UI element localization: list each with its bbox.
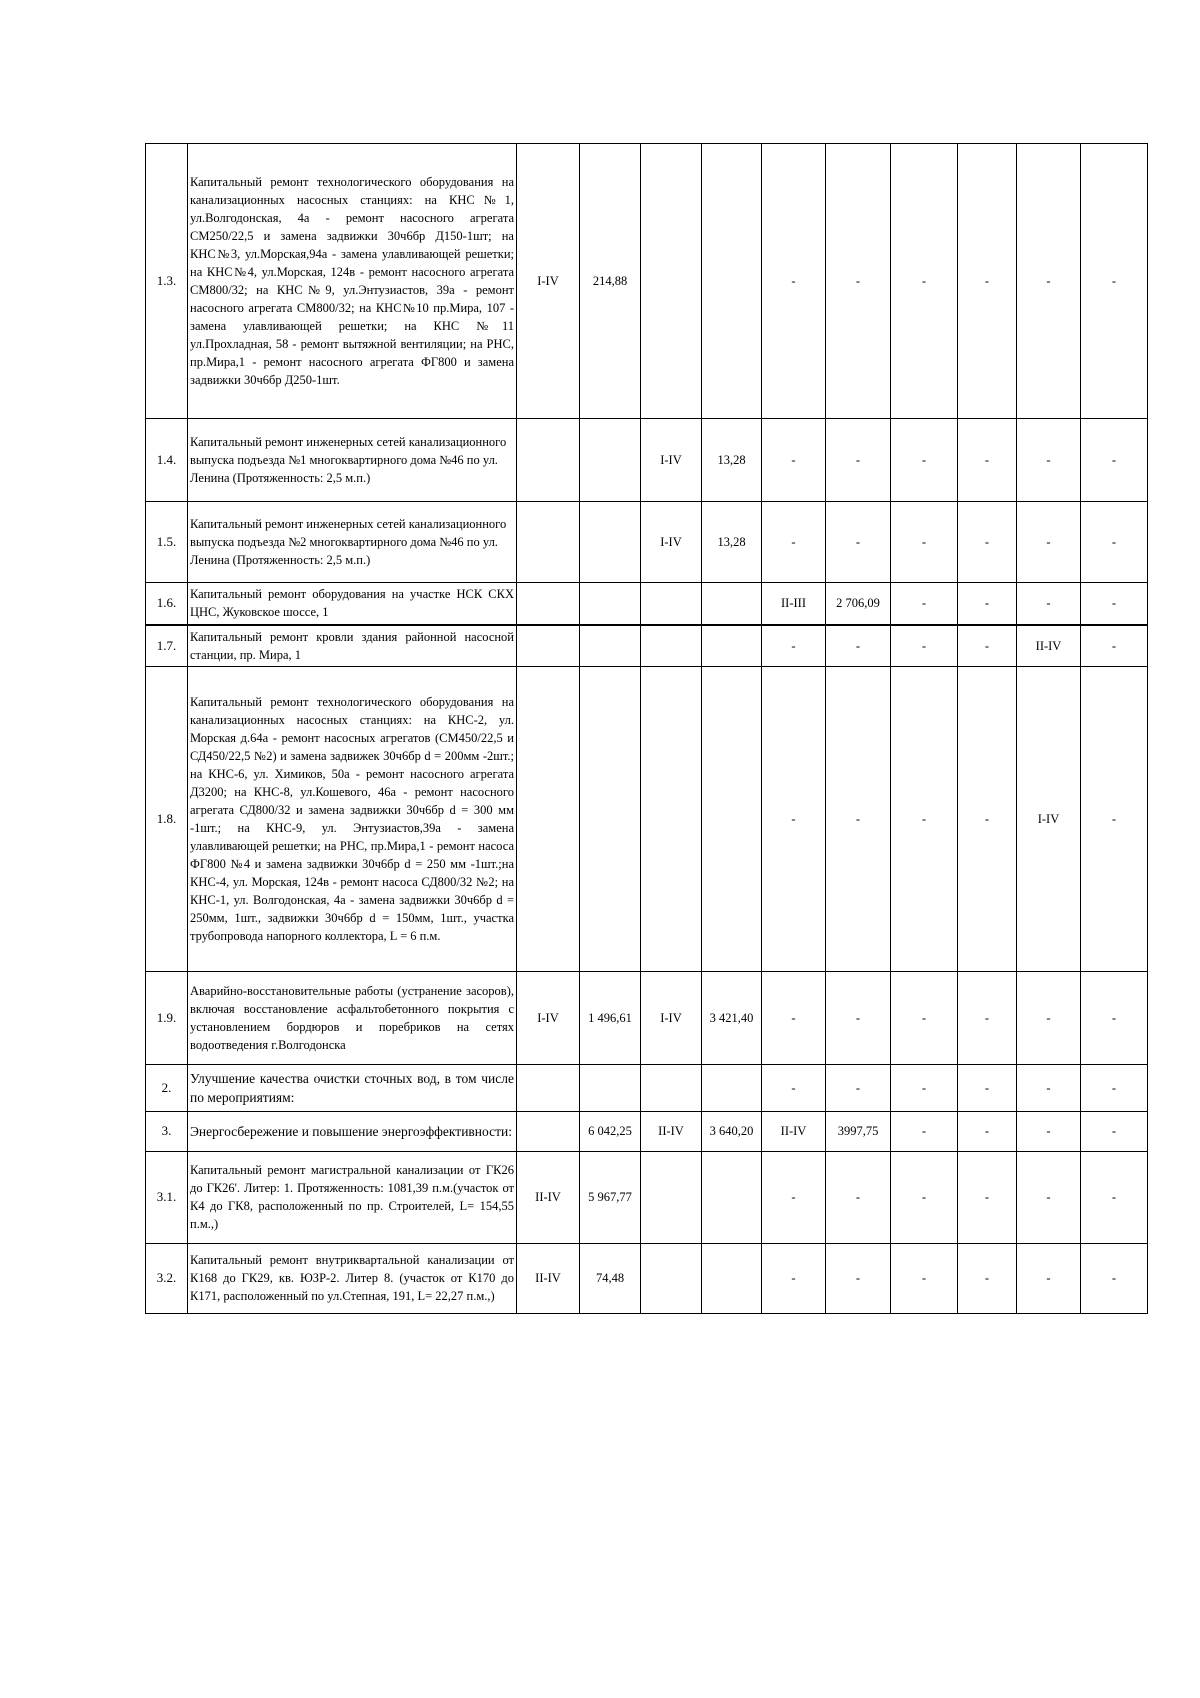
cell-col-11: - xyxy=(1017,583,1081,625)
row-number: 1.3. xyxy=(146,144,188,419)
cell-amount-3: 3997,75 xyxy=(826,1111,891,1151)
cell-amount-3: - xyxy=(826,419,891,502)
cell-period-1 xyxy=(517,1111,580,1151)
row-number: 1.7. xyxy=(146,625,188,667)
row-number: 1.4. xyxy=(146,419,188,502)
table-row xyxy=(146,1151,1148,1243)
cell-period-2 xyxy=(641,666,702,971)
cell-period-3: - xyxy=(762,1243,826,1313)
table-row xyxy=(146,1111,1148,1151)
row-description: Капитальный ремонт инженерных сетей канализационного выпуска подъезда №2 многоквартирного дома №46 по ул. Ленина (Протяженность: 2,5 м.п.) xyxy=(188,502,517,583)
cell-col-11: - xyxy=(1017,1243,1081,1313)
cell-amount-2: 13,28 xyxy=(702,419,762,502)
cell-amount-1 xyxy=(580,419,641,502)
cell-amount-2 xyxy=(702,583,762,625)
row-number: 3. xyxy=(146,1111,188,1151)
cell-period-1 xyxy=(517,419,580,502)
table-row xyxy=(146,419,1148,502)
cell-period-2 xyxy=(641,144,702,419)
cell-amount-2 xyxy=(702,1064,762,1111)
cell-amount-1 xyxy=(580,625,641,667)
cell-period-1 xyxy=(517,666,580,971)
cell-period-2: I-IV xyxy=(641,971,702,1064)
cell-amount-1 xyxy=(580,502,641,583)
cell-col-9: - xyxy=(891,419,958,502)
cell-period-3: - xyxy=(762,419,826,502)
cell-period-2: II-IV xyxy=(641,1111,702,1151)
row-description: Капитальный ремонт внутриквартальной канализации от К168 до ГК29, кв. ЮЗР-2. Литер 8. (участок от К170 до К171, расположенный по ул.Степная, 191, L= 22,27 п.м.,) xyxy=(188,1243,517,1313)
cell-period-1: II-IV xyxy=(517,1151,580,1243)
cell-period-2 xyxy=(641,1064,702,1111)
row-number: 1.6. xyxy=(146,583,188,625)
cell-col-10: - xyxy=(958,1243,1017,1313)
cell-amount-2: 3 421,40 xyxy=(702,971,762,1064)
cell-period-3: - xyxy=(762,1064,826,1111)
row-number: 2. xyxy=(146,1064,188,1111)
cell-amount-1: 6 042,25 xyxy=(580,1111,641,1151)
cell-col-10: - xyxy=(958,971,1017,1064)
cell-col-12: - xyxy=(1081,971,1148,1064)
cell-col-10: - xyxy=(958,1064,1017,1111)
cell-amount-1 xyxy=(580,1064,641,1111)
cell-col-11: - xyxy=(1017,502,1081,583)
row-description: Улучшение качества очистки сточных вод, в том числе по мероприятиям: xyxy=(188,1064,517,1111)
cell-period-1 xyxy=(517,583,580,625)
cell-col-9: - xyxy=(891,1064,958,1111)
cell-col-11: I-IV xyxy=(1017,666,1081,971)
table-row xyxy=(146,971,1148,1064)
cell-period-1: I-IV xyxy=(517,144,580,419)
cell-period-3: - xyxy=(762,666,826,971)
cell-col-12: - xyxy=(1081,1111,1148,1151)
cell-amount-1: 214,88 xyxy=(580,144,641,419)
cell-period-3: II-III xyxy=(762,583,826,625)
cell-period-2 xyxy=(641,1243,702,1313)
cell-col-10: - xyxy=(958,666,1017,971)
row-description: Капитальный ремонт магистральной канализации от ГК26 до ГК26'. Литер: 1. Протяженность: 1081,39 п.м.(участок от К4 до ГК8, расположенный по пр. Строителей, L= 154,55 п.м.,) xyxy=(188,1151,517,1243)
cell-col-10: - xyxy=(958,1111,1017,1151)
cell-amount-1 xyxy=(580,666,641,971)
cell-amount-3: - xyxy=(826,666,891,971)
cell-col-9: - xyxy=(891,144,958,419)
cell-amount-3: - xyxy=(826,144,891,419)
cell-col-12: - xyxy=(1081,502,1148,583)
cell-period-2: I-IV xyxy=(641,419,702,502)
cell-period-2 xyxy=(641,625,702,667)
cell-col-9: - xyxy=(891,502,958,583)
cell-amount-3: - xyxy=(826,971,891,1064)
row-description: Капитальный ремонт кровли здания районной насосной станции, пр. Мира, 1 xyxy=(188,625,517,667)
cell-col-10: - xyxy=(958,1151,1017,1243)
cell-amount-1: 5 967,77 xyxy=(580,1151,641,1243)
cell-amount-1: 1 496,61 xyxy=(580,971,641,1064)
cell-col-9: - xyxy=(891,971,958,1064)
cell-period-2 xyxy=(641,583,702,625)
row-description: Энергосбережение и повышение энергоэффективности: xyxy=(188,1111,517,1151)
cell-col-11: - xyxy=(1017,1111,1081,1151)
cell-col-9: - xyxy=(891,625,958,667)
cell-amount-2 xyxy=(702,666,762,971)
measures-table xyxy=(145,143,1148,1314)
row-number: 1.5. xyxy=(146,502,188,583)
cell-col-10: - xyxy=(958,583,1017,625)
cell-period-3: II-IV xyxy=(762,1111,826,1151)
cell-period-3: - xyxy=(762,625,826,667)
table-row xyxy=(146,1243,1148,1313)
cell-amount-1: 74,48 xyxy=(580,1243,641,1313)
cell-amount-2: 13,28 xyxy=(702,502,762,583)
row-description: Аварийно-восстановительные работы (устранение засоров), включая восстановление асфальтобетонного покрытия с установлением бордюров и поребриков на сетях водоотведения г.Волгодонска xyxy=(188,971,517,1064)
cell-col-12: - xyxy=(1081,1151,1148,1243)
row-number: 1.9. xyxy=(146,971,188,1064)
table-row xyxy=(146,502,1148,583)
cell-amount-2 xyxy=(702,1243,762,1313)
cell-col-10: - xyxy=(958,502,1017,583)
cell-period-3: - xyxy=(762,502,826,583)
cell-amount-3: - xyxy=(826,1151,891,1243)
cell-col-9: - xyxy=(891,1111,958,1151)
row-number: 1.8. xyxy=(146,666,188,971)
cell-col-12: - xyxy=(1081,144,1148,419)
cell-period-1: I-IV xyxy=(517,971,580,1064)
cell-col-10: - xyxy=(958,419,1017,502)
cell-period-2: I-IV xyxy=(641,502,702,583)
cell-col-9: - xyxy=(891,666,958,971)
cell-col-11: II-IV xyxy=(1017,625,1081,667)
table-row xyxy=(146,666,1148,971)
cell-col-12: - xyxy=(1081,1243,1148,1313)
cell-amount-2 xyxy=(702,144,762,419)
cell-col-12: - xyxy=(1081,666,1148,971)
cell-amount-1 xyxy=(580,583,641,625)
cell-amount-2 xyxy=(702,625,762,667)
cell-col-11: - xyxy=(1017,419,1081,502)
cell-col-12: - xyxy=(1081,625,1148,667)
cell-col-9: - xyxy=(891,583,958,625)
table-row xyxy=(146,144,1148,419)
row-number: 3.2. xyxy=(146,1243,188,1313)
cell-period-1 xyxy=(517,625,580,667)
table-row xyxy=(146,1064,1148,1111)
cell-col-11: - xyxy=(1017,1064,1081,1111)
cell-amount-2: 3 640,20 xyxy=(702,1111,762,1151)
cell-amount-3: - xyxy=(826,625,891,667)
row-number: 3.1. xyxy=(146,1151,188,1243)
cell-col-12: - xyxy=(1081,583,1148,625)
cell-col-12: - xyxy=(1081,419,1148,502)
cell-amount-2 xyxy=(702,1151,762,1243)
cell-amount-3: - xyxy=(826,1243,891,1313)
cell-period-3: - xyxy=(762,1151,826,1243)
table-body xyxy=(146,144,1148,1314)
cell-col-11: - xyxy=(1017,144,1081,419)
row-description: Капитальный ремонт инженерных сетей канализационного выпуска подъезда №1 многоквартирного дома №46 по ул. Ленина (Протяженность: 2,5 м.п.) xyxy=(188,419,517,502)
cell-period-2 xyxy=(641,1151,702,1243)
cell-col-12: - xyxy=(1081,1064,1148,1111)
cell-col-9: - xyxy=(891,1243,958,1313)
cell-col-10: - xyxy=(958,625,1017,667)
table-row xyxy=(146,625,1148,667)
row-description: Капитальный ремонт технологического оборудования на канализационных насосных станциях: на КНС№1, ул.Волгодонская, 4а - ремонт насосного агрегата СМ250/22,5 и замена задвижки 30ч6бр Д150-1шт; на КНС№3, ул.Морская,94а - замена улавливающей решетки; на КНС№4, ул.Морская, 124в - ремонт насосного агрегата СМ800/32; на КНС№9, ул.Энтузиастов, 39а - ремонт насосного агрегата СМ800/32; на КНС№10 пр.Мира, 107 - замена улавливающей решетки; на КНС №11 ул.Прохладная, 58 - ремонт вытяжной вентиляции; на РНС, пр.Мира,1 - ремонт насосного агрегата ФГ800 и замена задвижки 30ч6бр Д250-1шт. xyxy=(188,144,517,419)
cell-col-11: - xyxy=(1017,1151,1081,1243)
cell-period-3: - xyxy=(762,144,826,419)
cell-col-11: - xyxy=(1017,971,1081,1064)
cell-period-1 xyxy=(517,502,580,583)
row-description: Капитальный ремонт технологического оборудования на канализационных насосных станциях: на КНС-2, ул. Морская д.64а - ремонт насосных агрегатов (СМ450/22,5 и СД450/22,5 №2) и замена задвижек 30ч6бр d = 200мм -2шт.; на КНС-6, ул. Химиков, 50а - ремонт насосного агрегата Д3200; на КНС-8, ул.Кошевого, 46а - ремонт насосного агрегата СД800/32 и замена задвижки 30ч6бр d = 300 мм -1шт.; на КНС-9, ул. Энтузиастов,39а - замена улавливающей решетки; на РНС, пр.Мира,1 - ремонт насоса ФГ800 №4 и замена задвижки 30ч6бр d = 250 мм -1шт.;на КНС-4, ул. Морская, 124в - ремонт насоса СД800/32 №2; на КНС-1, ул. Волгодонская, 4а - замена задвижки 30ч6бр d = 250мм, 1шт., задвижки 30ч6бр d = 150мм, 1шт., участка трубопровода напорного коллектора, L = 6 п.м. xyxy=(188,666,517,971)
row-description: Капитальный ремонт оборудования на участке НСК СКХ ЦНС, Жуковское шоссе, 1 xyxy=(188,583,517,625)
cell-col-10: - xyxy=(958,144,1017,419)
cell-period-1: II-IV xyxy=(517,1243,580,1313)
cell-amount-3: 2 706,09 xyxy=(826,583,891,625)
cell-col-9: - xyxy=(891,1151,958,1243)
cell-amount-3: - xyxy=(826,1064,891,1111)
cell-amount-3: - xyxy=(826,502,891,583)
cell-period-3: - xyxy=(762,971,826,1064)
cell-period-1 xyxy=(517,1064,580,1111)
table-row xyxy=(146,583,1148,625)
